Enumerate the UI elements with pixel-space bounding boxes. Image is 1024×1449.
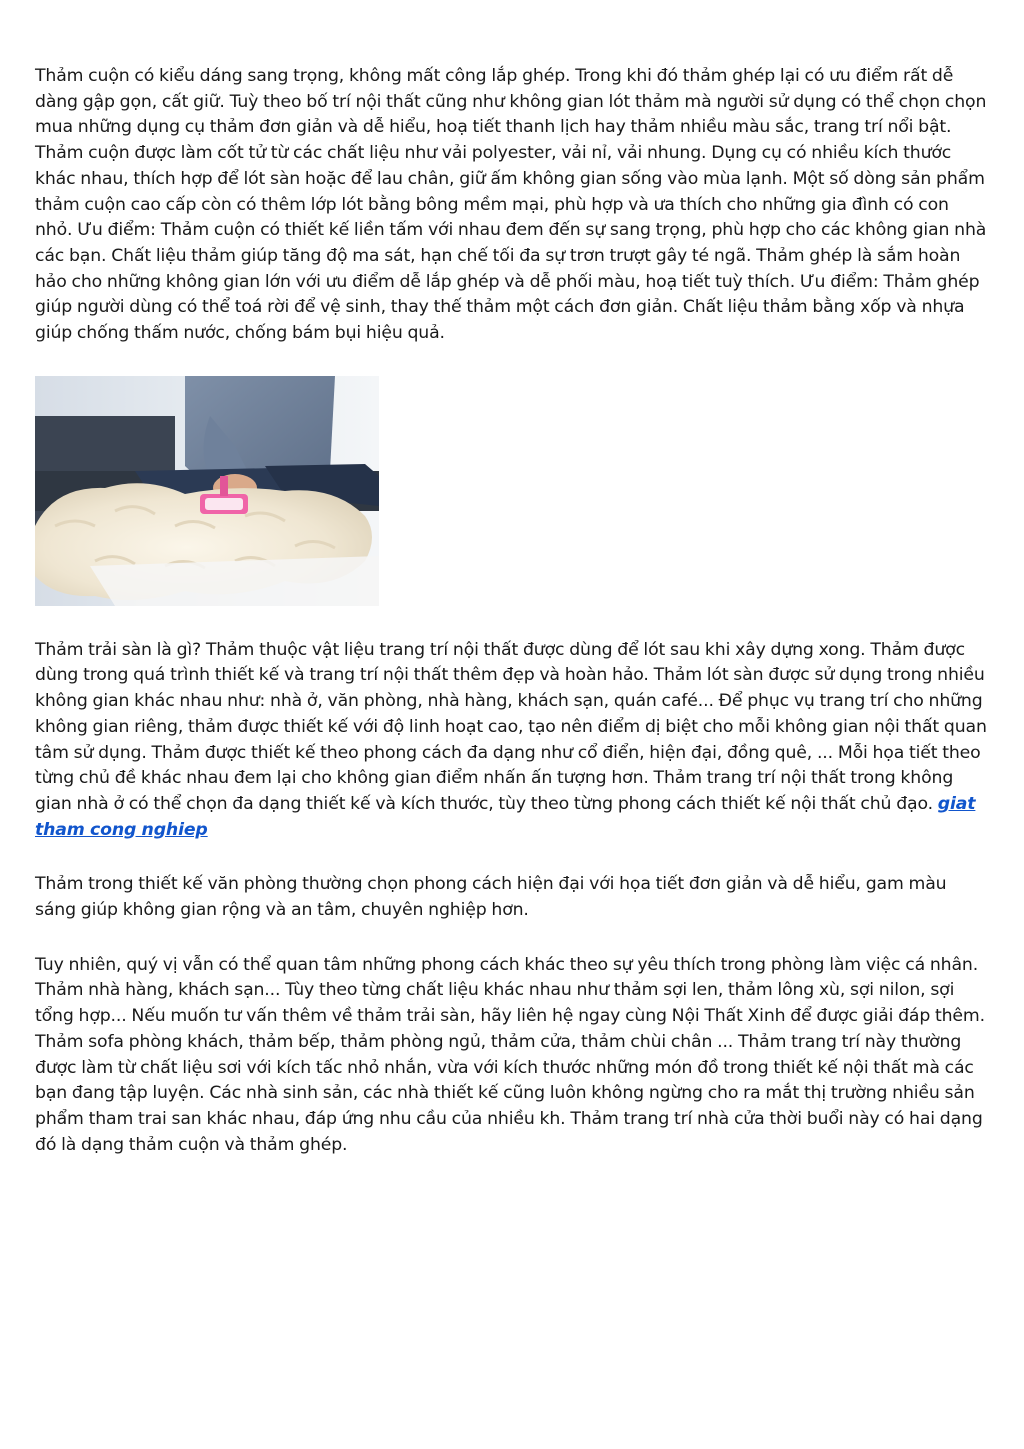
paragraph-what-is-carpet xyxy=(35,638,990,844)
paragraph-carpet-roll-vs-tile: Thảm cuộn có kiểu dáng sang trọng, không mất công lắp ghép. Trong khi đó thảm ghép lại có ưu điểm rất dễ dàng gập gọn, cất giữ. Tuỳ theo bố trí nội thất cũng như không gian lót thảm mà người sử dụng có thể chọn chọn mua những dụng cụ thảm đơn giản và dễ hiểu, hoạ tiết thanh lịch hay thảm nhiều màu sắc, trang trí nổi bật. Thảm cuộn được làm cốt tử từ các chất liệu như vải polyester, vải nỉ, vải nhung. Dụng cụ có nhiều kích thước khác nhau, thích hợp để lót sàn hoặc để lau chân, giữ ấm không gian sống vào mùa lạnh. Một số dòng sản phẩm thảm cuộn cao cấp còn có thêm lớp lót bằng bông mềm mại, phù hợp và ưa thích cho những gia đình có con nhỏ. Ưu điểm: Thảm cuộn có thiết kế liền tấm với nhau đem đến sự sang trọng, phù hợp cho các không gian nhà các bạn. Chất liệu thảm giúp tăng độ ma sát, hạn chế tối đa sự trơn trượt gây té ngã. Thảm ghép là sắm hoàn hảo cho những không gian lớn với ưu điểm dễ lắp ghép và dễ phối màu, hoạ tiết tuỳ thích. Ưu điểm: Thảm ghép giúp người dùng có thể toá rời để vệ sinh, thay thế thảm một cách đơn giản. Chất liệu thảm bằng xốp và nhựa giúp chống thấm nước, chống bám bụi hiệu quả. xyxy=(35,66,987,344)
paragraph-office-carpet: Thảm trong thiết kế văn phòng thường chọn phong cách hiện đại với họa tiết đơn giản và dễ hiểu, gam màu sáng giúp không gian rộng và an tâm, chuyên nghiệp hơn. xyxy=(35,874,947,921)
document-body xyxy=(35,64,990,1158)
carpet-cleaning-photo xyxy=(35,376,379,606)
paragraph-what-is-carpet-text: Thảm trải sàn là gì? Thảm thuộc vật liệu trang trí nội thất được dùng để lót sau khi xây dựng xong. Thảm được dùng trong quá trình thiết kế và trang trí nội thất thêm đẹp và hoàn hảo. Thảm lót sàn được sử dụng trong nhiều không gian khác nhau như: nhà ở, văn phòng, nhà hàng, khách sạn, quán café... Để phục vụ trang trí cho những không gian riêng, thảm được thiết kế với độ linh hoạt cao, tạo nên điểm dị biệt cho mỗi không gian nội thất quan tâm sử dụng. Thảm được thiết kế theo phong cách đa dạng như cổ điển, hiện đại, đồng quê, ... Mỗi họa tiết theo từng chủ đề khác nhau đem lại cho không gian điểm nhấn ấn tượng hơn. Thảm trang trí nội thất trong không gian nhà ở có thể chọn đa dạng thiết kế và kích thước, tùy theo từng phong cách thiết kế nội thất chủ đạo. xyxy=(35,639,987,814)
paragraph-other-styles: Tuy nhiên, quý vị vẫn có thể quan tâm những phong cách khác theo sự yêu thích trong phòng làm việc cá nhân. Thảm nhà hàng, khách sạn... Tùy theo từng chất liệu khác nhau như thảm sợi len, thảm lông xù, sợi nilon, sợi tổng hợp... Nếu muốn tư vấn thêm về thảm trải sàn, hãy liên hệ ngay cùng Nội Thất Xinh để được giải đáp thêm. Thảm sofa phòng khách, thảm bếp, thảm phòng ngủ, thảm cửa, thảm chùi chân ... Thảm trang trí này thường được làm từ chất liệu sơi với kích tấc nhỏ nhắn, vừa với kích thước những món đồ trong thiết kế nội thất mà các bạn đang tập luyện. Các nhà sinh sản, các nhà thiết kế cũng luôn không ngừng cho ra mắt thị trường nhiều sản phẩm tham trai san khác nhau, đáp ứng nhu cầu của nhiều kh. Thảm trang trí nhà cửa thời buổi này có hai dạng đó là dạng thảm cuộn và thảm ghép. xyxy=(35,954,985,1155)
keyword-link[interactable]: giat tham cong nghiep xyxy=(35,793,976,840)
